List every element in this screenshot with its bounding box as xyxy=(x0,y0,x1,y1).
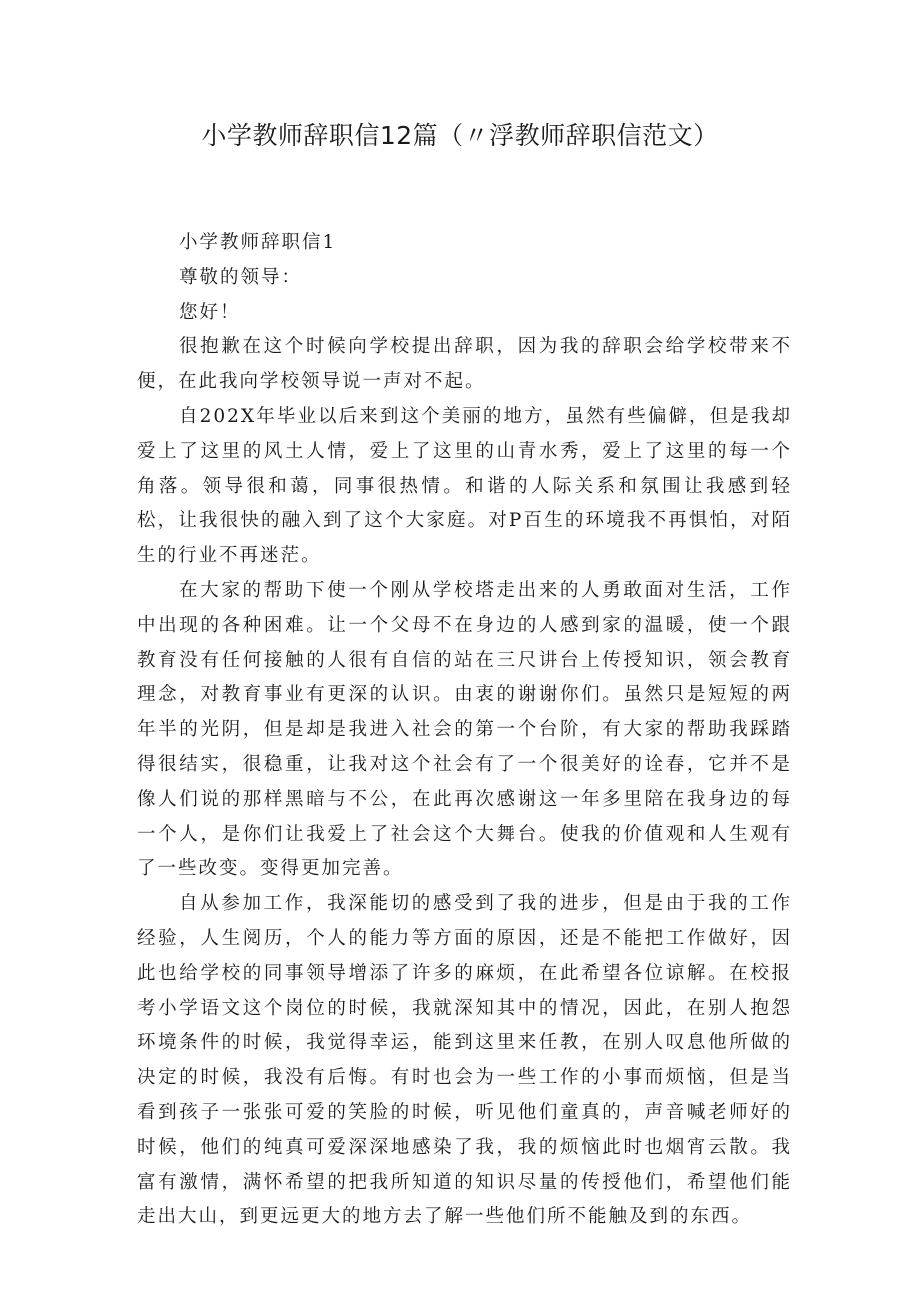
letter-paragraph: 在大家的帮助下使一个刚从学校塔走出来的人勇敢面对生活，工作中出现的各种困难。让一个父母不在身边的人感到家的温暖，使一个跟教育没有任何接触的人很有自信的站在三尺讲台上传授知识，领会教育理念，对教育事业有更深的认识。由衷的谢谢你们。虽然只是短短的两年半的光阴，但是却是我进入社会的第一个台阶，有大家的帮助我踩踏得很结实，很稳重，让我对这个社会有了一个很美好的诠春，它并不是像人们说的那样黑暗与不公，在此再次感谢这一年多里陪在我身边的每一个人，是你们让我爱上了社会这个大舞台。使我的价值观和人生观有了一些改变。变得更加完善。 xyxy=(137,579,792,880)
letter-paragraph: 很抱歉在这个时候向学校提出辞职，因为我的辞职会给学校带来不便，在此我向学校领导说一声对不起。 xyxy=(137,336,792,393)
letter-subtitle: 小学教师辞职信1 xyxy=(179,232,337,253)
letter-salutation: 尊敬的领导： xyxy=(179,266,303,288)
letter-body xyxy=(137,226,792,1235)
letter-paragraph: 自从参加工作，我深能切的感受到了我的进步，但是由于我的工作经验，人生阅历，个人的能力等方面的原因，还是不能把工作做好，因此也给学校的同事领导增添了许多的麻烦，在此希望各位谅解。在校报考小学语文这个岗位的时候，我就深知其中的情况，因此，在别人抱怨环境条件的时候，我觉得幸运，能到这里来任教，在别人叹息他所做的决定的时候，我没有后悔。有时也会为一些工作的小事而烦恼，但是当看到孩子一张张可爱的笑脸的时候，听见他们童真的，声音喊老师好的时候，他们的纯真可爱深深地感染了我，我的烦恼此时也烟宵云散。我富有激情，满怀希望的把我所知道的知识尽量的传授他们，希望他们能走出大山，到更远更大的地方去了解一些他们所不能触及到的东西。 xyxy=(137,893,792,1228)
letter-greeting: 您好！ xyxy=(179,301,241,323)
letter-paragraph: 自202X年毕业以后来到这个美丽的地方，虽然有些偏僻，但是我却爱上了这里的风土人情，爱上了这里的山青水秀，爱上了这里的每一个角落。领导很和蔼，同事很热情。和谐的人际关系和氛围让我感到轻松，让我很快的融入到了这个大家庭。对P百生的环境我不再惧怕，对陌生的行业不再迷茫。 xyxy=(137,405,792,567)
document-title: 小学教师辞职信12篇（〃浮教师辞职信范文） xyxy=(201,121,719,150)
